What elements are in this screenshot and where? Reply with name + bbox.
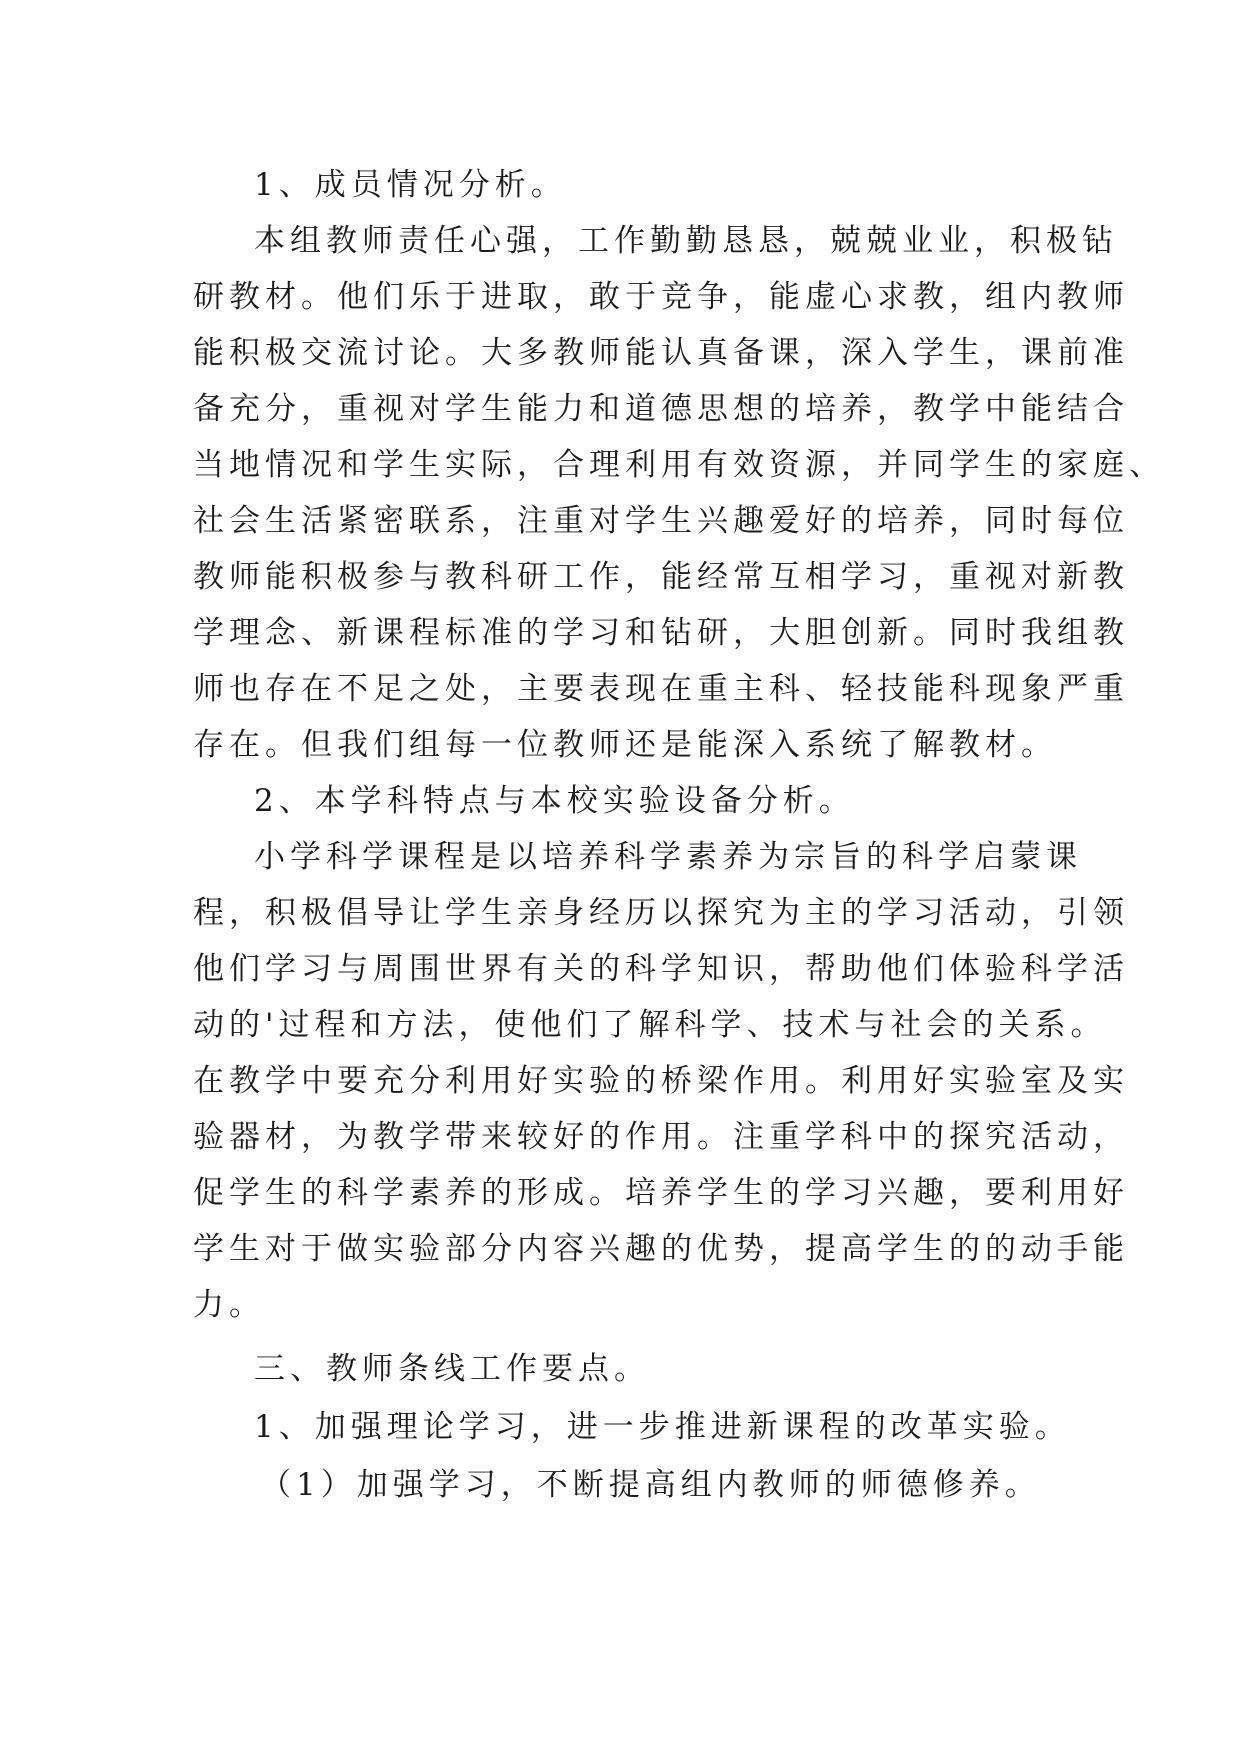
- paragraph-line: 存在。但我们组每一位教师还是能深入系统了解教材。: [193, 727, 1057, 763]
- paragraph-line: 能积极交流讨论。大多教师能认真备课，深入学生，课前准: [193, 335, 1129, 371]
- paragraph-line: 当地情况和学生实际，合理利用有效资源，并同学生的家庭、: [193, 447, 1165, 483]
- paragraph-line: 师也存在不足之处，主要表现在重主科、轻技能科现象严重: [193, 671, 1129, 707]
- paragraph-line: 学生对于做实验部分内容兴趣的优势，提高学生的的动手能: [193, 1231, 1129, 1267]
- paragraph-line: 动的'过程和方法，使他们了解科学、技术与社会的关系。: [193, 1007, 1107, 1043]
- paragraph-line: 学理念、新课程标准的学习和钻研，大胆创新。同时我组教: [193, 615, 1129, 651]
- paragraph-line: 本组教师责任心强，工作勤勤恳恳，兢兢业业，积极钻: [254, 223, 1118, 259]
- paragraph-line: 力。: [193, 1287, 265, 1323]
- paragraph-line: 社会生活紧密联系，注重对学生兴趣爱好的培养，同时每位: [193, 503, 1129, 539]
- heading-theory-study: 1、加强理论学习，进一步推进新课程的改革实验。: [254, 1409, 1071, 1445]
- heading-work-points: 三、教师条线工作要点。: [254, 1351, 650, 1387]
- heading-member-analysis: 1、成员情况分析。: [254, 167, 567, 203]
- paragraph-line: 他们学习与周围世界有关的科学知识，帮助他们体验科学活: [193, 951, 1129, 987]
- paragraph-line: 促学生的科学素养的形成。培养学生的学习兴趣，要利用好: [193, 1175, 1129, 1211]
- subheading-ethics: （1）加强学习，不断提高组内教师的师德修养。: [260, 1467, 1041, 1503]
- paragraph-line: 程，积极倡导让学生亲身经历以探究为主的学习活动，引领: [193, 895, 1129, 931]
- heading-subject-analysis: 2、本学科特点与本校实验设备分析。: [254, 783, 855, 819]
- paragraph-line: 教师能积极参与教科研工作，能经常互相学习，重视对新教: [193, 559, 1129, 595]
- paragraph-line: 研教材。他们乐于进取，敢于竞争，能虚心求教，组内教师: [193, 279, 1129, 315]
- paragraph-line: 小学科学课程是以培养科学素养为宗旨的科学启蒙课: [254, 839, 1082, 875]
- paragraph-line: 备充分，重视对学生能力和道德思想的培养，教学中能结合: [193, 391, 1129, 427]
- paragraph-line: 验器材，为教学带来较好的作用。注重学科中的探究活动，: [193, 1119, 1129, 1155]
- paragraph-line: 在教学中要充分利用好实验的桥梁作用。利用好实验室及实: [193, 1063, 1129, 1099]
